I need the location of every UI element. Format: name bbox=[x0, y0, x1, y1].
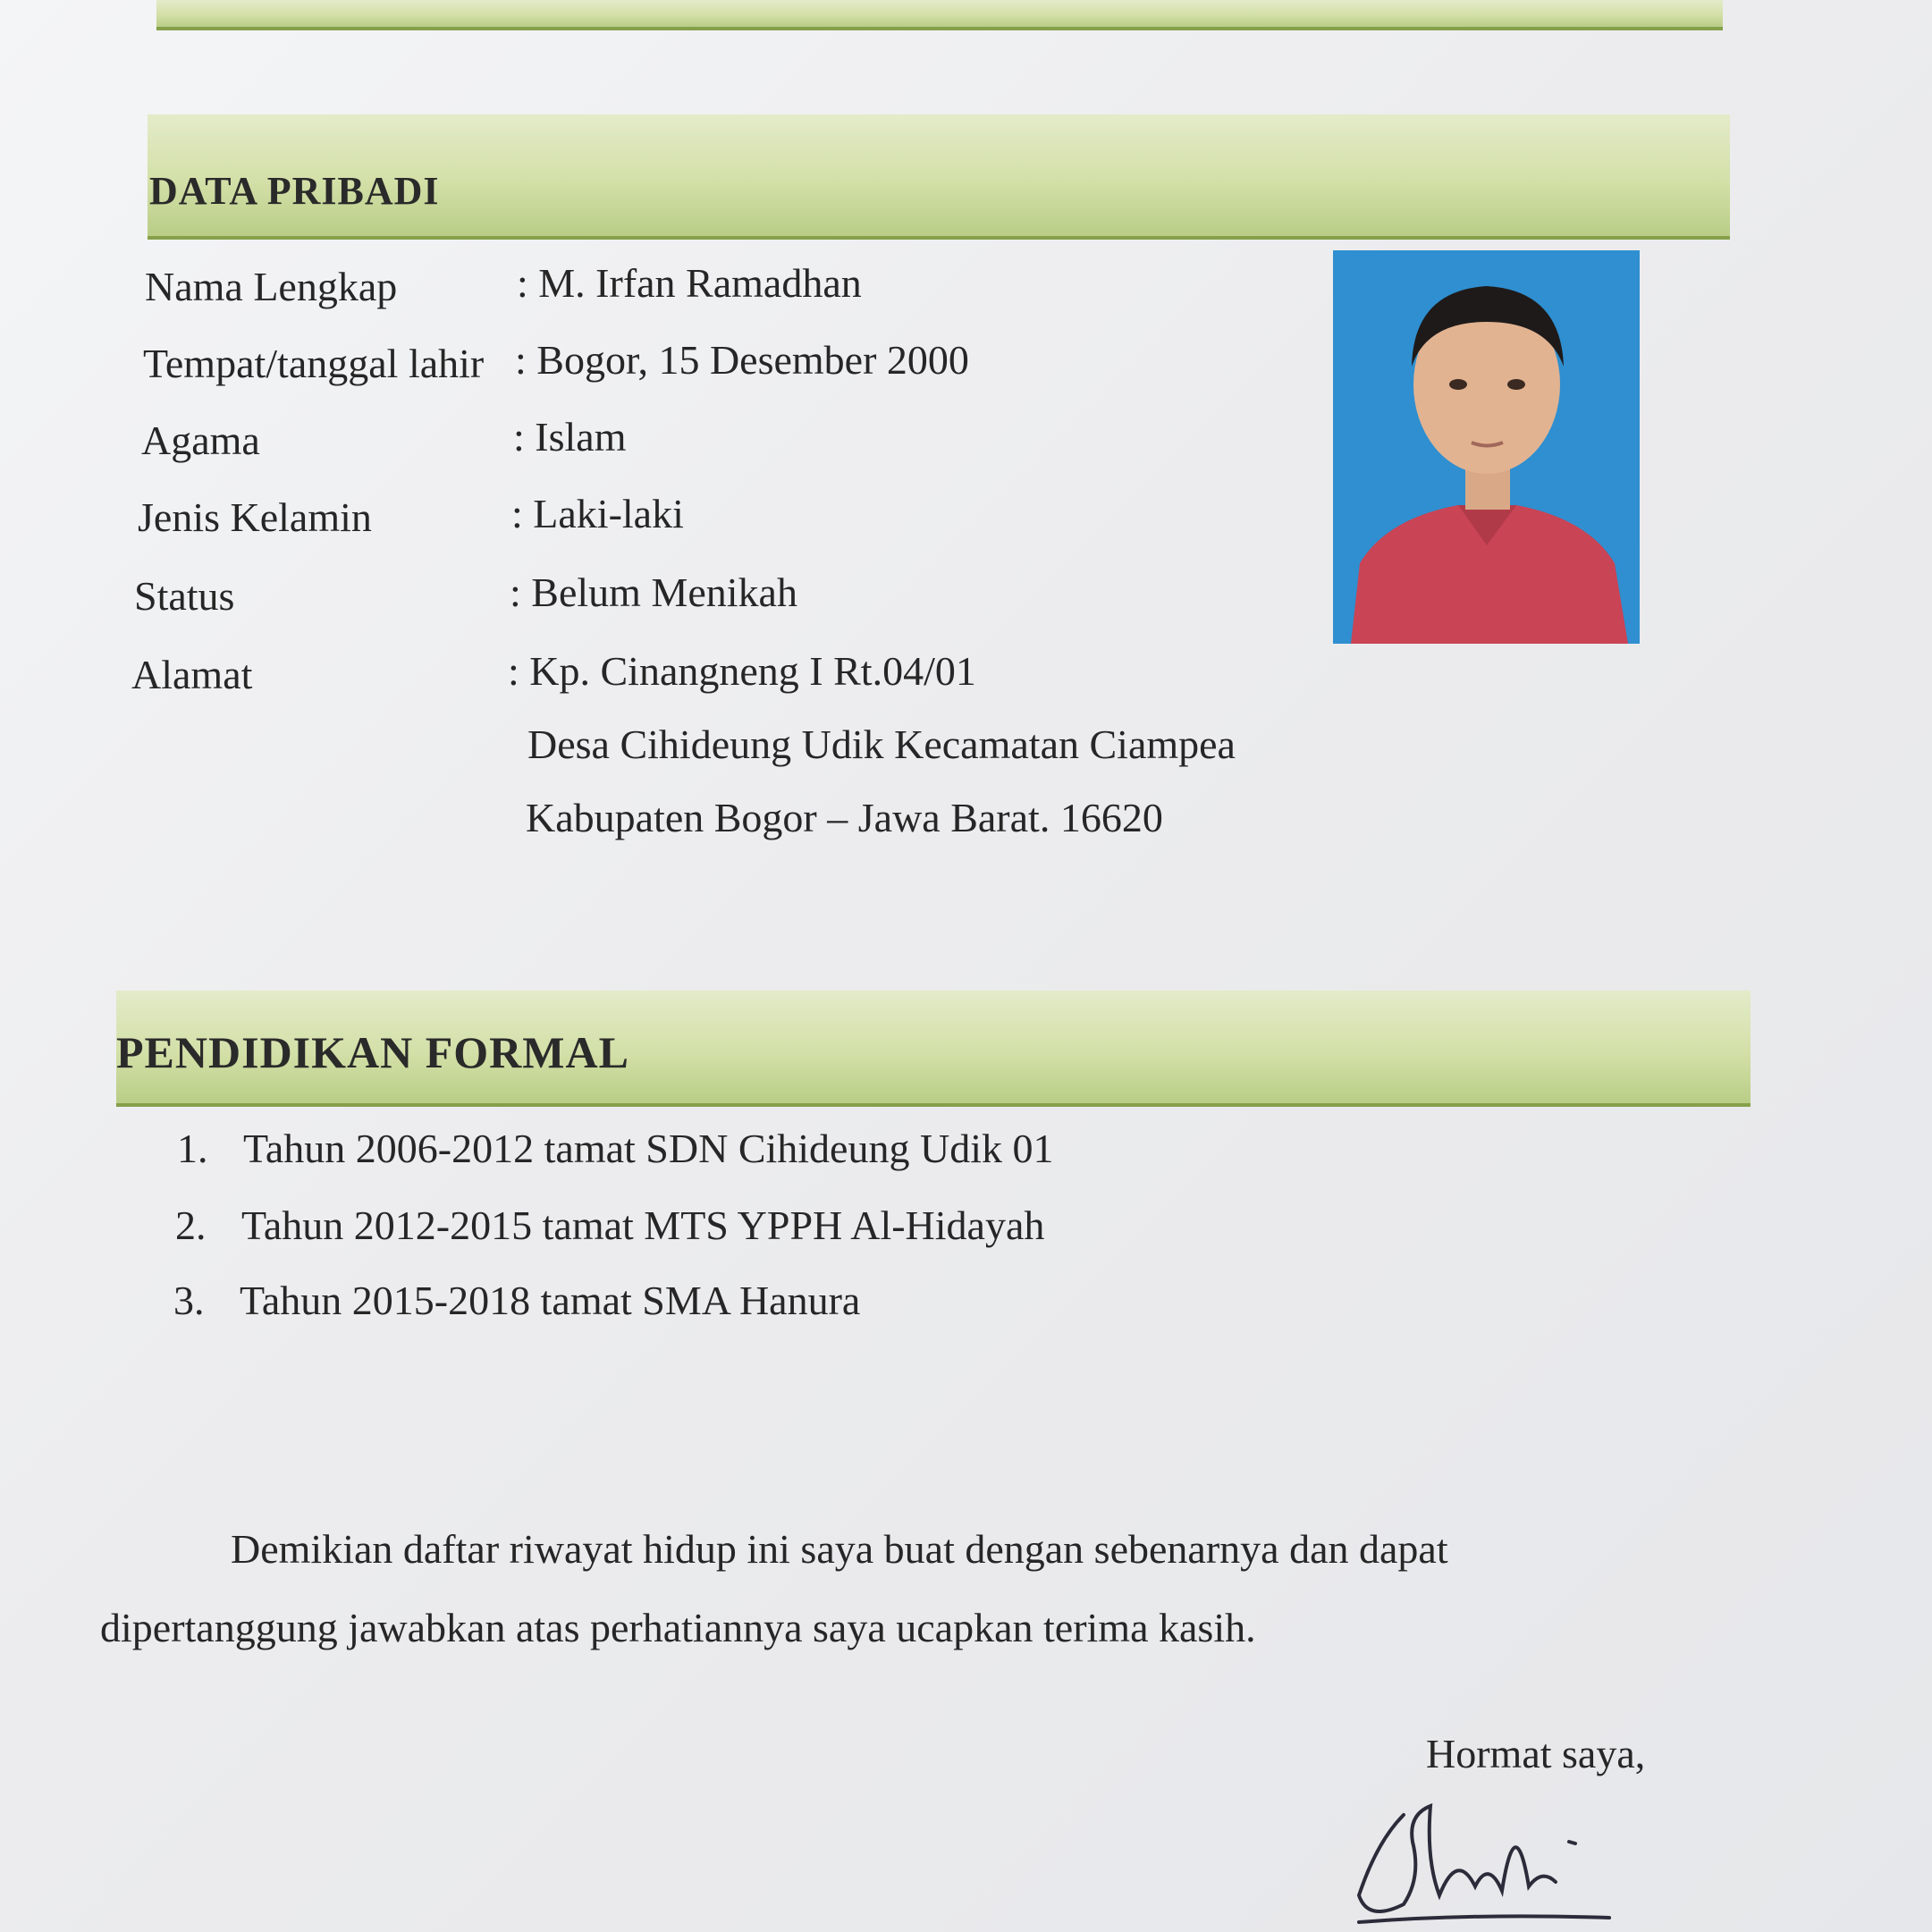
edu-item-1-num: 1. bbox=[177, 1126, 208, 1171]
edu-item-3-text: Tahun 2015-2018 tamat SMA Hanura bbox=[240, 1278, 861, 1323]
edu-item-2-num: 2. bbox=[175, 1202, 207, 1248]
label-full-name: Nama Lengkap bbox=[145, 264, 398, 309]
address-line-3: Kabupaten Bogor – Jawa Barat. 16620 bbox=[526, 795, 1163, 840]
value-religion: : Islam bbox=[513, 414, 627, 460]
closing-line-1: Demikian daftar riwayat hidup ini saya buat dengan sebenarnya dan dapat bbox=[231, 1526, 1448, 1572]
education-banner bbox=[116, 991, 1751, 1107]
address-line-2: Desa Cihideung Udik Kecamatan Ciampea bbox=[527, 721, 1236, 767]
signature bbox=[1341, 1788, 1636, 1932]
edu-item-2-text: Tahun 2012-2015 tamat MTS YPPH Al-Hidayah bbox=[241, 1202, 1045, 1248]
closing-line-2: dipertanggung jawabkan atas perhatiannya saya ucapkan terima kasih. bbox=[100, 1605, 1256, 1650]
label-gender: Jenis Kelamin bbox=[138, 494, 372, 540]
value-gender: : Laki-laki bbox=[511, 491, 684, 536]
education-title: PENDIDIKAN FORMAL bbox=[116, 1027, 629, 1077]
label-religion: Agama bbox=[141, 418, 260, 463]
signoff: Hormat saya, bbox=[1426, 1731, 1646, 1776]
value-birth: : Bogor, 15 Desember 2000 bbox=[515, 337, 969, 383]
value-status: : Belum Menikah bbox=[510, 569, 797, 615]
profile-photo bbox=[1333, 250, 1640, 644]
value-address: : Kp. Cinangneng I Rt.04/01 bbox=[508, 648, 976, 694]
label-address: Alamat bbox=[131, 652, 253, 697]
edu-item-3-num: 3. bbox=[173, 1278, 205, 1323]
label-status: Status bbox=[134, 573, 235, 619]
edu-item-1-text: Tahun 2006-2012 tamat SDN Cihideung Udik 01 bbox=[243, 1126, 1054, 1171]
personal-data-banner bbox=[148, 114, 1730, 240]
portrait-illustration bbox=[1333, 250, 1640, 644]
label-birth: Tempat/tanggal lahir bbox=[143, 341, 485, 386]
top-banner-fragment bbox=[156, 0, 1723, 30]
value-full-name: : M. Irfan Ramadhan bbox=[517, 260, 862, 306]
personal-data-title: DATA PRIBADI bbox=[149, 169, 440, 213]
